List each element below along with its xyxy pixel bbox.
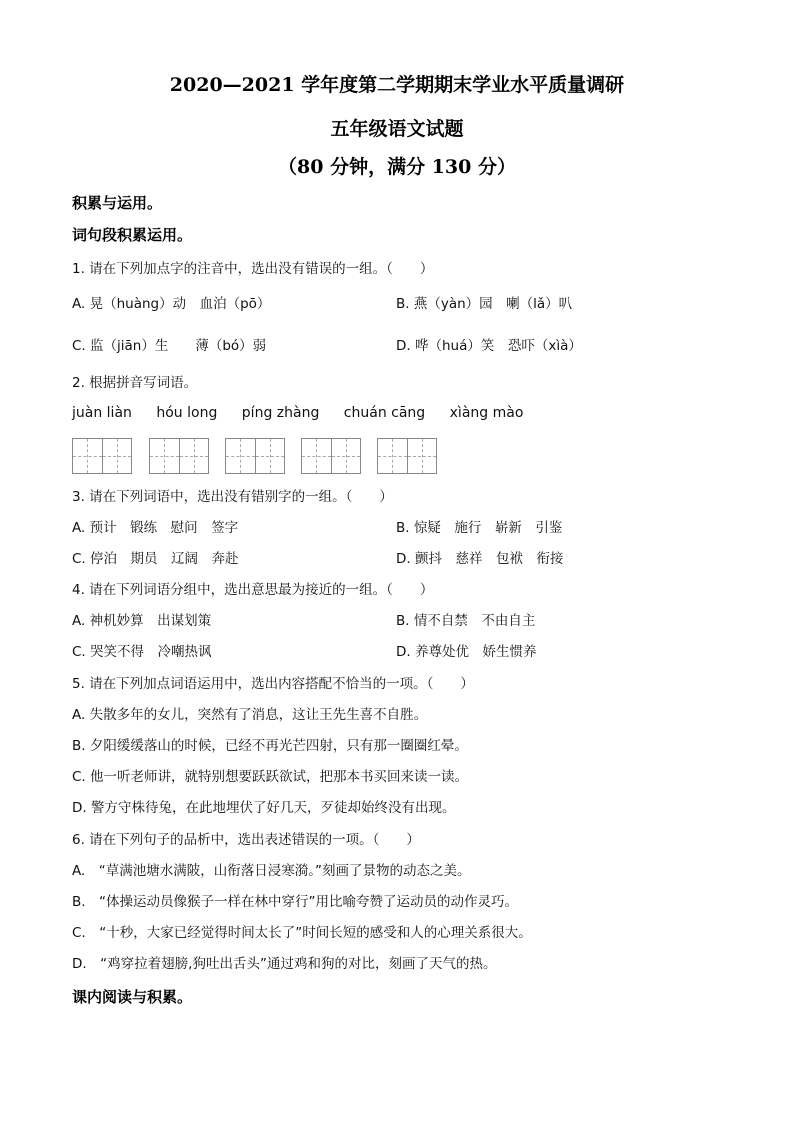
question-6-option-d: D. “鸡穿拉着翅膀,狗吐出舌头”通过鸡和狗的对比，刻画了天气的热。: [72, 956, 497, 972]
question-1-option-c: C. 监（jiān）生 薄（bó）弱: [72, 338, 267, 354]
exam-title: 2020—2021 学年度第二学期期末学业水平质量调研: [169, 74, 625, 96]
question-6-option-c: C. “十秒，大家已经觉得时间太长了”时间长短的感受和人的心理关系很大。: [72, 925, 532, 941]
pinyin-row: [72, 405, 543, 421]
question-4-option-b: B. 情不自禁 不由自主: [396, 613, 536, 629]
question-3-option-c: C. 停泊 期员 辽阔 奔赴: [72, 551, 239, 567]
question-3-option-d: D. 颤抖 慈祥 包袱 衔接: [396, 551, 564, 567]
question-3-stem: 3. 请在下列词语中，选出没有错别字的一组。（ ）: [72, 489, 393, 505]
question-5-stem: 5. 请在下列加点词语运用中，选出内容搭配不恰当的一项。（ ）: [72, 676, 474, 692]
question-4-option-d: D. 养尊处优 娇生惯养: [396, 644, 537, 660]
question-6-option-a: A. “草满池塘水满陂，山衔落日浸寒漪。”刻画了景物的动态之美。: [72, 863, 471, 879]
question-4-stem: 4. 请在下列词语分组中，选出意思最为接近的一组。（ ）: [72, 582, 434, 598]
question-1-option-b: B. 燕（yàn）园 喇（lǎ）叭: [396, 296, 573, 312]
pinyin-3: píng zhàng: [241, 405, 320, 421]
question-4-option-c: C. 哭笑不得 冷嘲热讽: [72, 644, 212, 660]
writing-grid-2[interactable]: [149, 438, 209, 474]
question-6-stem: 6. 请在下列句子的品析中，选出表述错误的一项。（ ）: [72, 832, 420, 848]
writing-grid-1[interactable]: [72, 438, 132, 474]
exam-info: （80 分钟，满分 130 分）: [278, 156, 516, 178]
writing-grid-3[interactable]: [225, 438, 285, 474]
question-4-option-a: A. 神机妙算 出谋划策: [72, 613, 212, 629]
question-2-stem: 2. 根据拼音写词语。: [72, 375, 198, 391]
writing-grid-4[interactable]: [301, 438, 361, 474]
pinyin-5: xìàng mào: [449, 405, 524, 421]
section-heading-accumulation: 积累与运用。: [72, 194, 163, 212]
question-1-option-d: D. 哗（huá）笑 恐吓（xìà）: [396, 338, 582, 354]
question-5-option-d: D. 警方守株待兔，在此地埋伏了好几天，歹徒却始终没有出现。: [72, 800, 456, 816]
section-heading-reading: 课内阅读与积累。: [72, 988, 193, 1006]
question-6-option-b: B. “体操运动员像猴子一样在林中穿行”用比喻夸赞了运动员的动作灵巧。: [72, 894, 519, 910]
pinyin-4: chuán cāng: [343, 405, 426, 421]
exam-subtitle: 五年级语文试题: [330, 118, 464, 140]
question-3-option-a: A. 预计 锻练 慰问 签字: [72, 520, 239, 536]
question-1-stem: 1. 请在下列加点字的注音中，选出没有错误的一组。（ ）: [72, 261, 434, 277]
question-5-option-b: B. 夕阳缓缓落山的时候，已经不再光芒四射，只有那一圈圈红晕。: [72, 738, 468, 754]
question-5-option-a: A. 失散多年的女儿，突然有了消息，这让王先生喜不自胜。: [72, 707, 428, 723]
question-5-option-c: C. 他一听老师讲，就特别想要跃跃欲试，把那本书买回来读一读。: [72, 769, 469, 785]
section-heading-words: 词句段积累运用。: [72, 226, 193, 244]
question-1-option-a: A. 晃（huàng）动 血泊（pō）: [72, 296, 271, 312]
question-3-option-b: B. 惊疑 施行 崭新 引鉴: [396, 520, 563, 536]
pinyin-2: hóu long: [156, 405, 218, 421]
pinyin-1: juàn liàn: [72, 405, 132, 421]
writing-grid-5[interactable]: [377, 438, 437, 474]
